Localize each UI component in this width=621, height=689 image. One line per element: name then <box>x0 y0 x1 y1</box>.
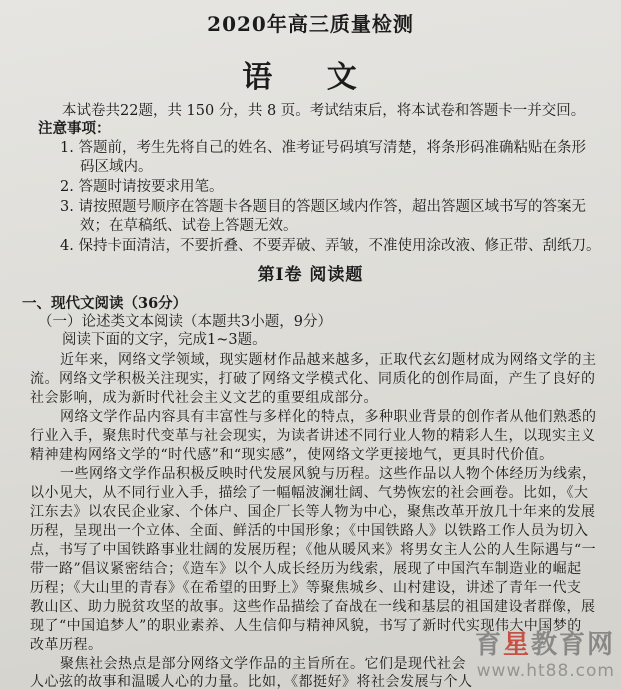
passage-line: 行业入手，聚焦时代变革与社会现实，为读者讲述不同行业人物的精彩人生，以现实主义 <box>30 428 596 444</box>
passage-line: 历程；《大山里的青春》《在希望的田野上》等聚焦城乡、山村建设，讲述了青年一代支 <box>30 580 582 596</box>
intro-text: 本试卷共22题，共 150 分，共 8 页。考试结束后，将本试卷和答题卡一并交回。 <box>62 103 586 119</box>
watermark <box>475 624 615 681</box>
section-heading: 第Ⅰ卷 阅读题 <box>257 265 364 285</box>
notice-item-2: 2. 答题时请按要求用笔。 <box>60 179 224 195</box>
exam-title: 2020年高三质量检测 <box>207 12 414 36</box>
notice-item-3: 3. 请按照题号顺序在答题卡各题目的答题区域内作答，超出答题区域书写的答案无 <box>60 199 586 215</box>
passage-line: 江东去》以农民企业家、个体户、国企厂长等人物为中心，聚焦改革开放几十年来的发展 <box>30 504 596 520</box>
notice-item-1-cont: 码区域内。 <box>80 159 153 175</box>
passage-line: 带一路”倡议紧密结合；《造车》以个人成长经历为线索，展现了中国汽车制造业的崛起 <box>30 561 582 577</box>
passage-line: 以小见大，从不同行业入手，描绘了一幅幅波澜壮阔、气势恢宏的社会画卷。比如，《大 <box>30 485 589 501</box>
watermark-url: www.ht88.com <box>476 661 615 681</box>
passage-line: 一些网络文学作品积极反映时代发展风貌与历程。这些作品以人物个体经历为线索， <box>60 466 597 482</box>
notice-item-1: 1. 答题前，考生先将自己的姓名、准考证号码填写清楚，将条形码准确粘贴在条形 <box>60 140 586 156</box>
passage-line: 现了“中国追梦人”的职业素养、人生信仰与精神风貌，书写了新时代实现伟大中国梦的 <box>30 618 582 634</box>
passage-line: 精神建构网络文学的“时代感”和“现实感”，使网络文学更接地气，更具时代价值。 <box>30 447 554 463</box>
passage-line: 教山区、助力脱贫攻坚的故事。这些作品描绘了奋战在一线和基层的祖国建设者群像，展 <box>30 599 596 615</box>
passage-line: 人心弦的故事和温暖人心的力量。比如，《都挺好》将社会发展与个人 <box>30 674 473 689</box>
passage-line: 流。网络文学积极关注现实，打破了网络文学模式化、同质化的创作局面，产生了良好的 <box>30 371 596 387</box>
notice-heading: 注意事项： <box>38 120 111 137</box>
watermark-brand: 育星教育网 <box>474 630 615 660</box>
passage-line: 网络文学作品内容具有丰富性与多样化的特点，多种职业背景的创作者从他们熟悉的 <box>60 409 597 425</box>
part-heading: 一、现代文阅读（36分） <box>22 295 188 312</box>
passage-line: 社会影响，成为新时代社会主义文艺的重要组成部分。 <box>30 390 378 406</box>
passage-line: 历程，呈现出一个立体、全面、鲜活的中国形象；《中国铁路人》以铁路工作人员为切入 <box>30 523 589 539</box>
passage-line: 近年来，网络文学领域，现实题材作品越来越多，正取代玄幻题材成为网络文学的主 <box>60 352 597 368</box>
passage-line: 点，书写了中国铁路事业壮阔的发展历程；《他从暖风来》将男女主人公的人生际遇与“一 <box>30 542 597 558</box>
passage-line: 聚焦社会热点是部分网络文学作品的主旨所在。它们是现代社会 <box>60 656 466 672</box>
sub-heading: （一）论述类文本阅读（本题共3小题，9分） <box>38 314 332 330</box>
notice-item-4: 4. 保持卡面清洁，不要折叠、不要弄破、弄皱，不准使用涂改液、修正带、刮纸刀。 <box>60 238 601 254</box>
notice-item-3-cont: 效；在草稿纸、试卷上答题无效。 <box>80 218 298 234</box>
passage-line: 改革历程。 <box>30 637 103 653</box>
instruction: 阅读下面的文字，完成1~3题。 <box>62 332 267 348</box>
subject-title: 语 文 <box>242 60 379 95</box>
